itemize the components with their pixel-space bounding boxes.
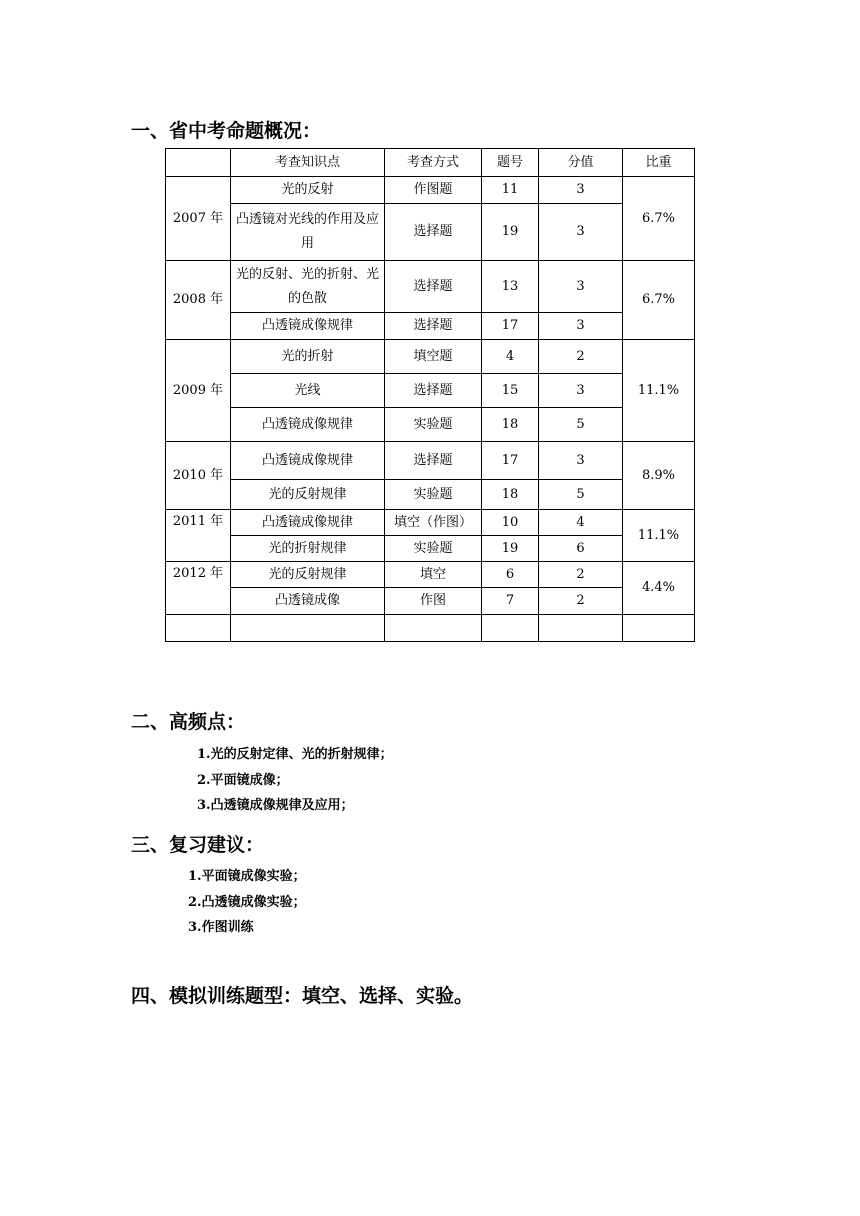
method-cell: 实验题 <box>385 480 482 510</box>
topic-cell: 光的反射规律 <box>231 480 385 510</box>
table-row <box>166 562 695 588</box>
num-cell: 17 <box>482 313 539 340</box>
score-cell: 3 <box>539 177 623 204</box>
year-cell: 2011 年 <box>166 510 231 562</box>
header-cell: 考查知识点 <box>231 149 385 177</box>
header-cell: 考查方式 <box>385 149 482 177</box>
num-cell: 6 <box>482 562 539 588</box>
table-row <box>166 442 695 480</box>
table-row <box>166 313 695 340</box>
method-cell: 选择题 <box>385 374 482 408</box>
header-cell: 分值 <box>539 149 623 177</box>
method-cell: 选择题 <box>385 204 482 261</box>
topic-cell: 光的反射规律 <box>231 562 385 588</box>
score-cell: 5 <box>539 480 623 510</box>
header-cell: 题号 <box>482 149 539 177</box>
num-cell: 10 <box>482 510 539 536</box>
score-cell: 3 <box>539 261 623 313</box>
ratio-cell: 11.1% <box>623 510 695 562</box>
score-cell: 4 <box>539 510 623 536</box>
topic-cell: 光的反射、光的折射、光的色散 <box>231 261 385 313</box>
score-cell: 6 <box>539 536 623 562</box>
topic-cell: 凸透镜成像规律 <box>231 408 385 442</box>
list-item: 1.平面镜成像实验； <box>188 869 306 884</box>
ratio-cell: 6.7% <box>623 177 695 261</box>
table-row <box>166 588 695 615</box>
table-row <box>166 510 695 536</box>
method-cell: 作图题 <box>385 177 482 204</box>
list-item: 2.凸透镜成像实验； <box>188 894 306 910</box>
empty-row <box>166 615 695 642</box>
topic-cell: 凸透镜成像规律 <box>231 510 385 536</box>
section-1-title: 一、省中考命题概况： <box>131 120 322 142</box>
score-cell: 3 <box>539 204 623 261</box>
year-cell: 2010 年 <box>166 442 231 510</box>
list-item: 2.平面镜成像； <box>197 772 289 788</box>
table-row <box>166 340 695 374</box>
score-cell: 3 <box>539 313 623 340</box>
method-cell: 填空题 <box>385 340 482 374</box>
topic-cell: 凸透镜成像规律 <box>231 313 385 340</box>
section-2-title: 二、高频点： <box>131 711 246 733</box>
topic-cell: 凸透镜成像规律 <box>231 442 385 480</box>
num-cell: 19 <box>482 536 539 562</box>
table-row <box>166 177 695 204</box>
header-cell <box>166 149 231 177</box>
num-cell: 15 <box>482 374 539 408</box>
year-cell: 2008 年 <box>166 261 231 340</box>
ratio-cell: 8.9% <box>623 442 695 510</box>
topic-cell: 光的折射 <box>231 340 385 374</box>
topic-cell: 凸透镜对光线的作用及应用 <box>231 204 385 261</box>
table-row <box>166 261 695 313</box>
method-cell: 选择题 <box>385 261 482 313</box>
method-cell: 实验题 <box>385 536 482 562</box>
year-cell: 2007 年 <box>166 177 231 261</box>
section-3-title: 三、复习建议： <box>131 834 265 856</box>
list-item: 3.凸透镜成像规律及应用； <box>197 798 354 813</box>
topic-cell: 光的折射规律 <box>231 536 385 562</box>
list-item: 1.光的反射定律、光的折射规律； <box>197 747 393 762</box>
method-cell: 选择题 <box>385 442 482 480</box>
year-cell: 2009 年 <box>166 340 231 442</box>
score-cell: 5 <box>539 408 623 442</box>
exam-overview-table <box>165 148 695 642</box>
num-cell: 17 <box>482 442 539 480</box>
method-cell: 作图 <box>385 588 482 615</box>
method-cell: 选择题 <box>385 313 482 340</box>
score-cell: 2 <box>539 588 623 615</box>
advice-list <box>188 864 306 941</box>
topic-cell: 光的反射 <box>231 177 385 204</box>
table-row <box>166 204 695 261</box>
table-row <box>166 408 695 442</box>
high-freq-list <box>197 742 393 819</box>
section-4-title: 四、模拟训练题型：填空、选择、实验。 <box>131 985 474 1007</box>
num-cell: 7 <box>482 588 539 615</box>
topic-cell: 凸透镜成像 <box>231 588 385 615</box>
num-cell: 18 <box>482 408 539 442</box>
method-cell: 实验题 <box>385 408 482 442</box>
num-cell: 13 <box>482 261 539 313</box>
topic-cell: 光线 <box>231 374 385 408</box>
header-cell: 比重 <box>623 149 695 177</box>
score-cell: 3 <box>539 374 623 408</box>
num-cell: 11 <box>482 177 539 204</box>
year-cell: 2012 年 <box>166 562 231 615</box>
num-cell: 18 <box>482 480 539 510</box>
method-cell: 填空 <box>385 562 482 588</box>
num-cell: 4 <box>482 340 539 374</box>
score-cell: 3 <box>539 442 623 480</box>
score-cell: 2 <box>539 562 623 588</box>
ratio-cell: 11.1% <box>623 340 695 442</box>
score-cell: 2 <box>539 340 623 374</box>
list-item: 3.作图训练 <box>188 920 254 935</box>
table-row <box>166 536 695 562</box>
table-row <box>166 480 695 510</box>
ratio-cell: 6.7% <box>623 261 695 340</box>
table-row <box>166 374 695 408</box>
table-header-row <box>166 149 695 177</box>
ratio-cell: 4.4% <box>623 562 695 615</box>
method-cell: 填空（作图） <box>385 510 482 536</box>
num-cell: 19 <box>482 204 539 261</box>
